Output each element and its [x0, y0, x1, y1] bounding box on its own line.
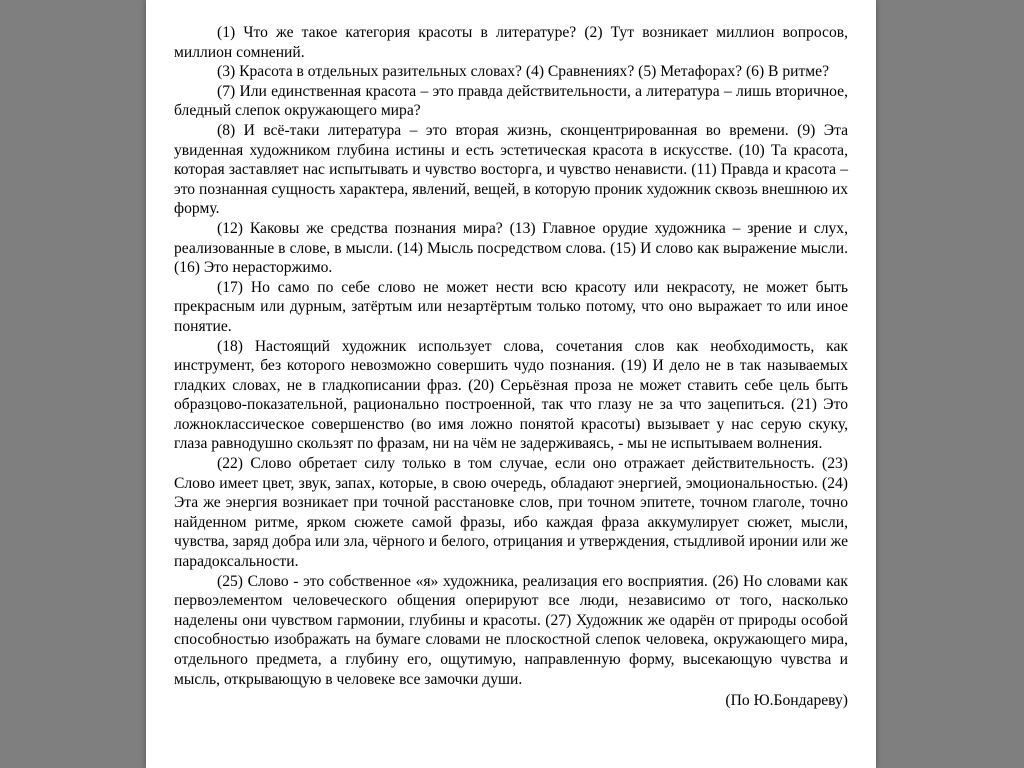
paragraph-6: (17) Но само по себе слово не может нести всю красоту или некрасоту, не может быть прекрасным или дурным, затёртым или незартёртым только потому, что оно выражает то или иное понятие. [174, 278, 848, 335]
paragraph-7: (18) Настоящий художник использует слова, сочетания слов как необходимость, как инструмент, без которого невозможно совершить чудо познания. (19) И дело не в так называемых гладких словах, не в гладкописании фраз. (20) Серьёзная проза не может ставить себе цель быть образцово-показательной, рационально построенной, так что глазу не за что зацепиться. (21) Это ложноклассическое совершенство (во имя ложно понятой красоты) вызывает у нас серую скуку, глаза равнодушно скользят по фразам, ни на чём не задерживаясь, - мы не испытываем волнения. [174, 337, 848, 453]
paragraph-5: (12) Каковы же средства познания мира? (13) Главное орудие художника – зрение и слух, реализованные в слове, в мысли. (14) Мысль посредством слова. (15) И слово как выражение мысли. (16) Это нерасторжимо. [174, 219, 848, 277]
paragraph-2: (3) Красота в отдельных разительных словах? (4) Сравнениях? (5) Метафорах? (6) В ритме? [217, 63, 830, 81]
paragraph-1: (1) Что же такое категория красоты в литературе? (2) Тут возникает миллион вопросов, миллион сомнений. [174, 24, 848, 61]
document-text [174, 23, 848, 711]
document-page [146, 0, 876, 768]
paragraph-3: (7) Или единственная красота – это правда действительности, а литература – лишь вторичное, бледный слепок окружающего мира? [174, 82, 848, 120]
paragraph-9: (25) Слово - это собственное «я» художника, реализация его восприятия. (26) Но словами как первоэлементом человеческого общения оперируют все люди, независимо от того, насколько наделены они чувством гармонии, глубины и красоты. (27) Художник же одарён от природы особой способностью изображать на бумаге словами не плоскостной слепок человека, окружающего мира, отдельного предмета, а глубину его, ощутимую, направленную форму, высекающую чувства и мысль, открывающую в человеке все замочки души. [174, 572, 848, 688]
paragraph-8: (22) Слово обретает силу только в том случае, если оно отражает действительность. (23) Слово имеет цвет, звук, запах, которые, в свою очередь, обладают энергией, эмоциональностью. (24) Эта же энергия возникает при точной расстановке слов, при точном эпитете, точном глаголе, точно найденном ритме, ярком сюжете самой фразы, ибо каждая фраза аккумулирует сюжет, мысли, чувства, заряд добра или зла, чёрного и белого, отрицания и утверждения, стыдливой иронии или же парадоксальности. [174, 455, 848, 571]
source-attribution: (По Ю.Бондареву) [725, 692, 848, 710]
paragraph-4: (8) И всё-таки литература – это вторая жизнь, сконцентрированная во времени. (9) Эта увиденная художником глубина истины и есть эстетическая красота в искусстве. (10) Та красота, которая заставляет нас испытывать и чувство восторга, и чувство ненависти. (11) Правда и красота – это познанная сущность характера, явлений, вещей, в которую проник художник сквозь внешнюю их форму. [174, 121, 848, 218]
